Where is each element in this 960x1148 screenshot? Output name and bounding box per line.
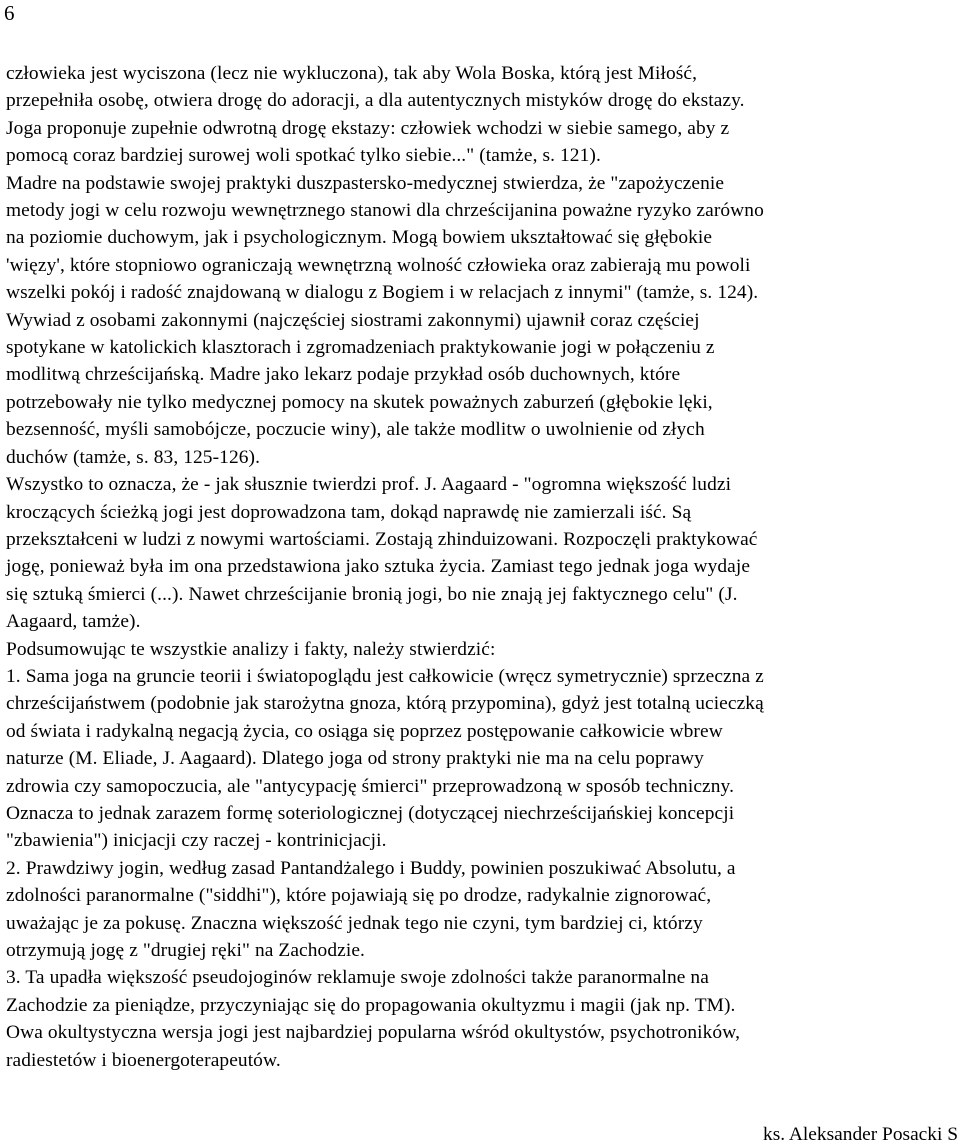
text-line: Zachodzie za pieniądze, przyczyniając się do propagowania okultyzmu i magii (jak np. TM).: [6, 994, 736, 1016]
text-line: Owa okultystyczna wersja jogi jest najbardziej popularna wśród okultystów, psychotroników,: [6, 1022, 741, 1044]
text-line: Aagaard, tamże).: [6, 611, 141, 633]
text-line: na poziomie duchowym, jak i psychologicznym. Mogą bowiem ukształtować się głębokie: [6, 227, 713, 249]
text-line: Wywiad z osobami zakonnymi (najczęściej siostrami zakonnymi) ujawnił coraz częściej: [6, 309, 700, 331]
text-line: Wszystko to oznacza, że - jak słusznie twierdzi prof. J. Aagaard - "ogromna większość ludzi: [6, 474, 732, 496]
text-line: zdrowia czy samopoczucia, ale "antycypację śmierci" przeprowadzoną w sposób techniczny.: [6, 775, 735, 797]
text-line: otrzymują jogę z "drugiej ręki" na Zachodzie.: [6, 940, 365, 961]
text-line: jogę, ponieważ była im ona przedstawiona jako sztuka życia. Zamiast tego jednak joga wydaje: [6, 556, 751, 578]
text-line: 3. Ta upadła większość pseudojoginów reklamuje swoje zdolności także paranormalne na: [6, 967, 709, 989]
text-line: modlitwą chrześcijańską. Madre jako lekarz podaje przykład osób duchownych, które: [6, 364, 681, 386]
text-line: pomocą coraz bardziej surowej woli spotkać tylko siebie..." (tamże, s. 121).: [6, 145, 601, 167]
text-line: zdolności paranormalne ("siddhi"), które pojawiają się po drodze, radykalnie zignorować,: [6, 885, 712, 907]
text-line: potrzebowały nie tylko medycznej pomocy na skutek poważnych zaburzeń (głębokie lęki,: [6, 391, 713, 413]
text-line: Oznacza to jednak zarazem formę soteriologicznej (dotyczącej niechrześcijańskiej koncepcji: [6, 802, 735, 824]
text-line: uważając je za pokusę. Znaczna większość jednak tego nie czyni, tym bardziej ci, którzy: [6, 912, 703, 934]
text-line: Podsumowując te wszystkie analizy i fakty, należy stwierdzić:: [6, 638, 496, 660]
text-line: 1. Sama joga na gruncie teorii i światopoglądu jest całkowicie (wręcz symetrycznie) sprzeczna z: [6, 665, 764, 687]
text-line: duchów (tamże, s. 83, 125-126).: [6, 446, 261, 468]
text-line: 2. Prawdziwy jogin, według zasad Pantandżalego i Buddy, powinien poszukiwać Absolutu, a: [6, 857, 736, 879]
text-line: chrześcijaństwem (podobnie jak starożytna gnoza, którą przypomina), gdyż jest totalną ucieczką: [6, 693, 764, 715]
text-line: od świata i radykalną negacją życia, co osiąga się poprzez postępowanie całkowicie wbrew: [6, 720, 723, 742]
text-line: wszelki pokój i radość znajdowaną w dialogu z Bogiem i w relacjach z innymi" (tamże, s. 124).: [6, 282, 759, 304]
page-number: 6: [4, 1, 15, 25]
text-line: przekształceni w ludzi z nowymi wartościami. Zostają zhinduizowani. Rozpoczęli praktykować: [6, 528, 758, 550]
text-line: bezsenność, myśli samobójcze, poczucie winy), ale także modlitw o uwolnienie od złych: [6, 419, 705, 441]
text-line: metody jogi w celu rozwoju wewnętrznego stanowi dla chrześcijanina poważne ryzyko zarówno: [6, 200, 764, 222]
text-line: Madre na podstawie swojej praktyki duszpastersko-medycznej stwierdza, że "zapożyczenie: [6, 172, 725, 194]
author-signature: ks. Aleksander Posacki S: [763, 1124, 958, 1145]
text-line: radiestetów i bioenergoterapeutów.: [6, 1049, 281, 1071]
text-line: "zbawienia") inicjacji czy raczej - kontrinicjacji.: [6, 830, 387, 852]
text-line: 'więzy', które stopniowo ograniczają wewnętrzną wolność człowieka oraz zabierają mu powoli: [6, 254, 751, 276]
text-line: Joga proponuje zupełnie odwrotną drogę ekstazy: człowiek wchodzi w siebie samego, aby z: [6, 117, 730, 139]
document-body: [6, 60, 954, 1074]
text-line: przepełniła osobę, otwiera drogę do adoracji, a dla autentycznych mistyków drogę do ekstazy.: [6, 90, 745, 112]
text-line: człowieka jest wyciszona (lecz nie wykluczona), tak aby Wola Boska, którą jest Miłość,: [6, 63, 698, 84]
text-line: naturze (M. Eliade, J. Aagaard). Dlatego joga od strony praktyki nie ma na celu poprawy: [6, 748, 704, 770]
text-line: się sztuką śmierci (...). Nawet chrześcijanie bronią jogi, bo nie znają jej faktycznego celu" (J.: [6, 583, 738, 605]
text-line: spotykane w katolickich klasztorach i zgromadzeniach praktykowanie jogi w połączeniu z: [6, 337, 715, 359]
text-line: kroczących ścieżką jogi jest doprowadzona tam, dokąd naprawdę nie zamierzali iść. Są: [6, 501, 692, 523]
